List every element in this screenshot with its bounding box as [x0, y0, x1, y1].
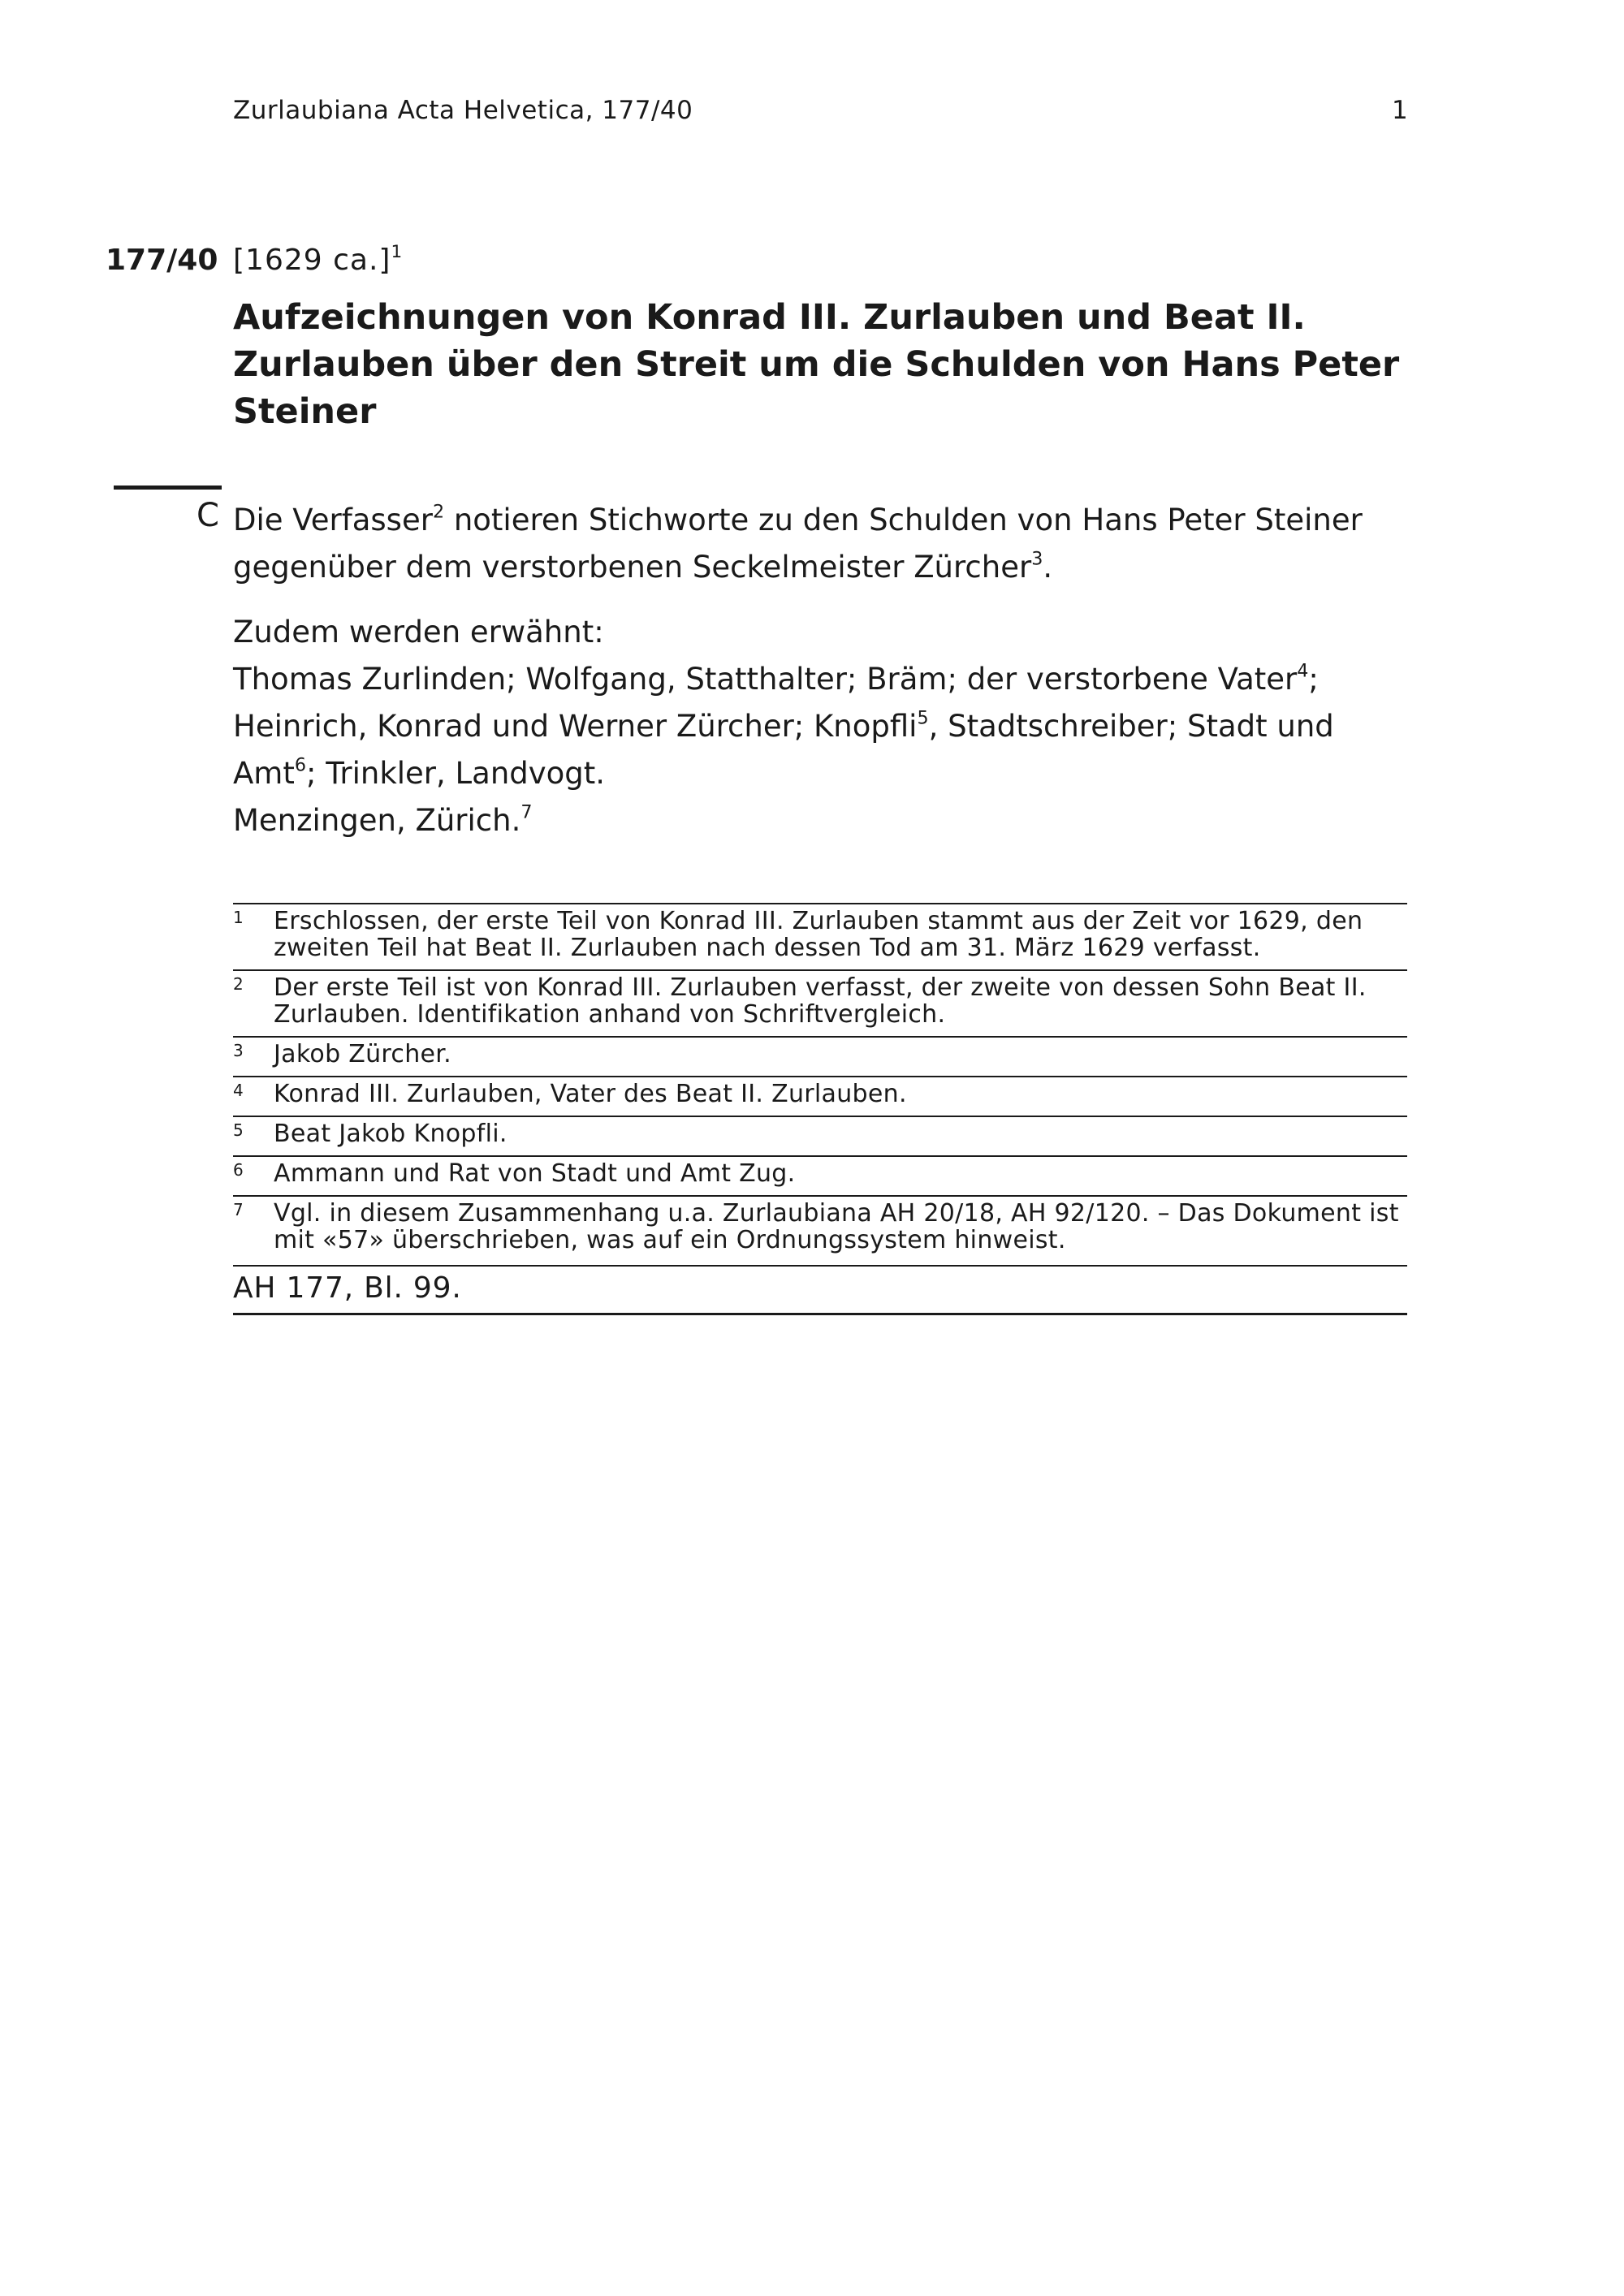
footnote-ref[interactable]: 4 [1297, 660, 1309, 682]
footnote-ref[interactable]: 2 [432, 501, 445, 523]
source-signature: AH 177, Bl. 99. [233, 1265, 1407, 1315]
footnote-ref[interactable]: 6 [294, 754, 306, 776]
footnote-text: Ammann und Rat von Stadt und Amt Zug. [274, 1159, 796, 1188]
footnote-text: Jakob Zürcher. [274, 1040, 451, 1068]
footnotes [233, 903, 1407, 1315]
margin-letter: C [197, 497, 219, 534]
text-span: . [1043, 550, 1053, 585]
text-span: ; Heinrich, Konrad und Werner Zürcher; Knopfli [233, 662, 1319, 744]
running-head: Zurlaubiana Acta Helvetica, 177/40 [233, 96, 693, 125]
text-span: Die Verfasser [233, 503, 433, 537]
document-title: Aufzeichnungen von Konrad III. Zurlauben und Beat II. Zurlauben über den Streit um die Schulden von Hans Peter Steiner [233, 297, 1400, 432]
text-span: notieren Stichworte zu den Schulden von Hans Peter Steiner gegenüber dem verstorbenen Seckelmeister Zürcher [233, 503, 1363, 585]
footnote [233, 903, 1407, 969]
date-text: [1629 ca.] [233, 244, 391, 277]
page-number: 1 [1392, 96, 1408, 125]
mention-intro: Zudem werden erwähnt: [233, 615, 604, 650]
places-list [233, 797, 1419, 844]
footnote [233, 1076, 1407, 1116]
text-span: , Stadtschreiber; Stadt und Amt [233, 709, 1334, 791]
footnote-text: Erschlossen, der erste Teil von Konrad III. Zurlauben stammt aus der Zeit vor 1629, den zweiten Teil hat Beat II. Zurlauben nach dessen Tod am 31. März 1629 verfasst. [274, 907, 1363, 962]
footnote [233, 1195, 1407, 1262]
margin-rule [114, 486, 222, 490]
footnote-number: 3 [233, 1041, 244, 1060]
body-text [233, 497, 1419, 844]
footnote-number: 5 [233, 1120, 244, 1140]
footnote-number: 2 [233, 974, 244, 994]
text-span: Thomas Zurlinden; Wolfgang, Statthalter; Bräm; der verstorbene Vater [233, 662, 1298, 697]
footnote-ref[interactable]: 3 [1031, 548, 1043, 570]
footnote-text: Beat Jakob Knopfli. [274, 1120, 508, 1148]
footnote [233, 969, 1407, 1036]
footnote-number: 1 [233, 908, 244, 927]
persons-list [233, 656, 1419, 797]
footnote-ref[interactable]: 7 [520, 801, 533, 823]
document-number: 177/40 [106, 244, 218, 277]
footnote [233, 1116, 1407, 1155]
footnote-number: 7 [233, 1200, 244, 1219]
footnote-text: Konrad III. Zurlauben, Vater des Beat II. Zurlauben. [274, 1080, 907, 1108]
footnote-ref[interactable]: 5 [917, 707, 929, 729]
summary-paragraph [233, 497, 1419, 591]
text-span: Menzingen, Zürich. [233, 803, 521, 838]
footnote-ref[interactable]: 1 [391, 241, 404, 262]
footnote-text: Der erste Teil ist von Konrad III. Zurlauben verfasst, der zweite von dessen Sohn Beat II. Zurlauben. Identifikation anhand von Schriftvergleich. [274, 973, 1367, 1029]
footnote [233, 1036, 1407, 1076]
footnote-number: 6 [233, 1160, 244, 1180]
document-date [233, 241, 404, 277]
text-span: ; Trinkler, Landvogt. [306, 756, 606, 791]
footnote-text: Vgl. in diesem Zusammenhang u.a. Zurlaubiana AH 20/18, AH 92/120. – Das Dokument ist mit «57» überschrieben, was auf ein Ordnungssystem hinweist. [274, 1199, 1399, 1254]
footnote [233, 1155, 1407, 1195]
footnote-number: 4 [233, 1081, 244, 1100]
